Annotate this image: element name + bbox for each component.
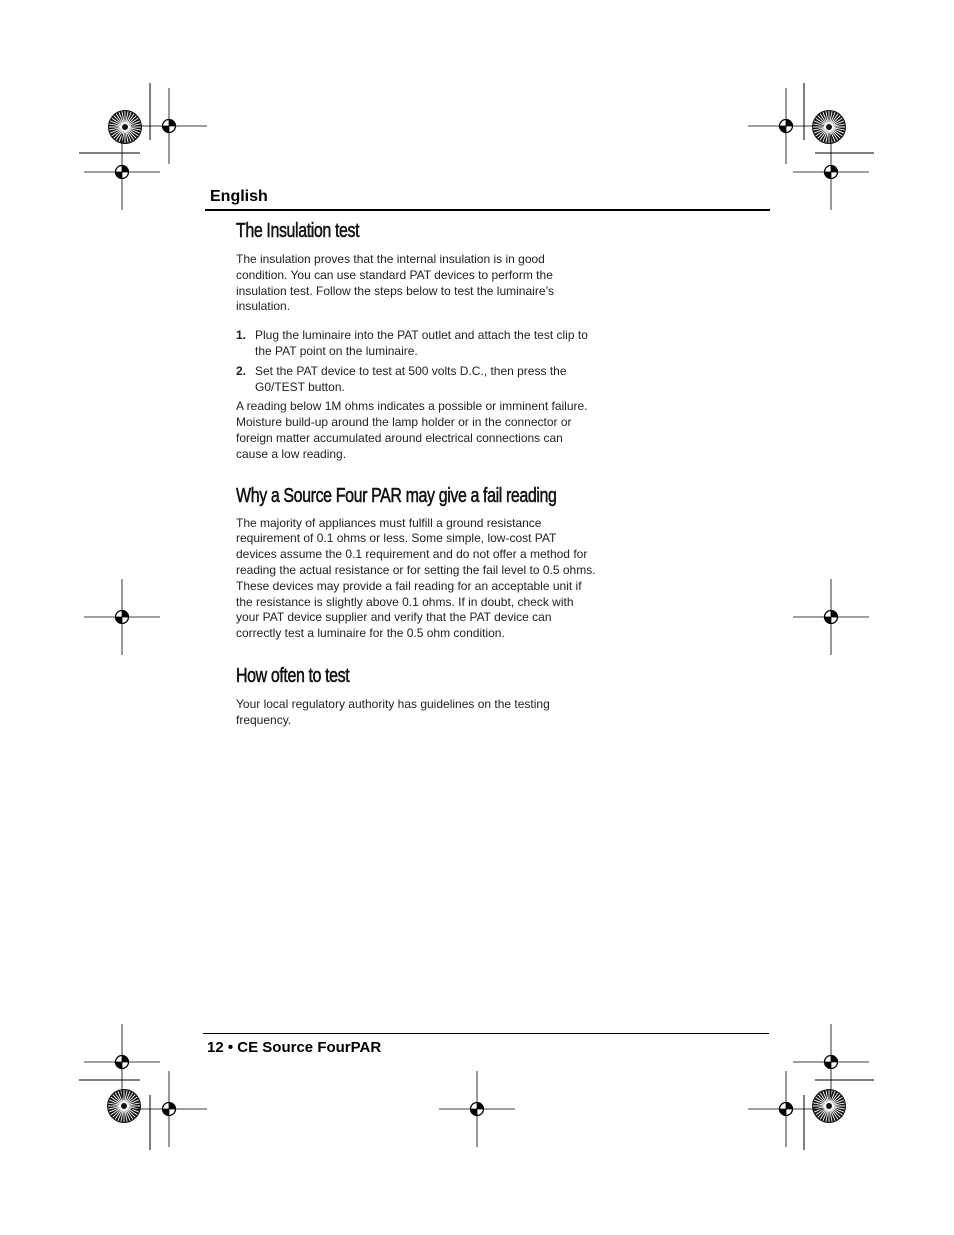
crosshair-registration-icon bbox=[748, 88, 824, 164]
footer-separator: • bbox=[227, 1039, 234, 1056]
step-text: Plug the luminaire into the PAT outlet and attach the test clip to the PAT point on the luminaire. bbox=[255, 328, 588, 358]
star-target-icon bbox=[812, 110, 846, 144]
page-footer bbox=[207, 1039, 381, 1056]
header-rule bbox=[205, 209, 770, 211]
step-number: 1. bbox=[236, 328, 247, 343]
crosshair-registration-icon bbox=[131, 88, 207, 164]
crosshair-registration-icon bbox=[84, 579, 160, 655]
crosshair-registration-icon bbox=[131, 1071, 207, 1147]
footer-title: CE Source FourPAR bbox=[237, 1039, 382, 1056]
step-number: 2. bbox=[236, 363, 247, 378]
crosshair-registration-icon bbox=[748, 1071, 824, 1147]
star-target-icon bbox=[108, 110, 142, 144]
insulation-intro: The insulation proves that the internal insulation is in good condition. You can use standard PAT devices to perform the insulation test. Follow the steps below to test the luminaire’s insulation. bbox=[236, 252, 554, 314]
crosshair-registration-icon bbox=[793, 1024, 869, 1100]
crosshair-registration-icon bbox=[793, 579, 869, 655]
crosshair-registration-icon bbox=[439, 1071, 515, 1147]
fail-reading-body: The majority of appliances must fulfill a ground resistance requirement of 0.1 ohms or less. Some simple, low-cost PAT devices assume the 0.1 requirement and do not offer a method for reading the actual resistance or for setting the fail level to 0.5 ohms. These devices may provide a fail reading for an acceptable unit if the resistance is slightly above 0.1 ohms. If in doubt, check with your PAT device supplier and verify that the PAT device can correctly test a luminaire for the 0.5 ohm condition. bbox=[236, 515, 596, 641]
heading-fail-reading: Why a Source Four PAR may give a fail reading bbox=[236, 484, 557, 507]
heading-insulation-test: The Insulation test bbox=[236, 220, 360, 242]
crosshair-registration-icon bbox=[84, 134, 160, 210]
insulation-steps bbox=[236, 328, 598, 395]
insulation-closing: A reading below 1M ohms indicates a possible or imminent failure. Moisture build-up around the lamp holder or in the connector or foreign matter accumulated around electrical connections can cause a low reading. bbox=[236, 399, 588, 461]
page-number: 12 bbox=[207, 1039, 224, 1056]
heading-test-frequency: How often to test bbox=[236, 664, 350, 687]
footer-rule bbox=[203, 1033, 769, 1034]
crosshair-registration-icon bbox=[793, 134, 869, 210]
list-item bbox=[236, 364, 598, 396]
star-target-icon bbox=[107, 1089, 141, 1123]
list-item bbox=[236, 328, 598, 360]
test-frequency-body: Your local regulatory authority has guidelines on the testing frequency. bbox=[236, 696, 550, 727]
crosshair-registration-icon bbox=[84, 1024, 160, 1100]
step-text: Set the PAT device to test at 500 volts D.C., then press the G0/TEST button. bbox=[255, 363, 567, 394]
section-label: English bbox=[210, 188, 268, 205]
star-target-icon bbox=[812, 1089, 846, 1123]
page-content bbox=[236, 218, 598, 729]
